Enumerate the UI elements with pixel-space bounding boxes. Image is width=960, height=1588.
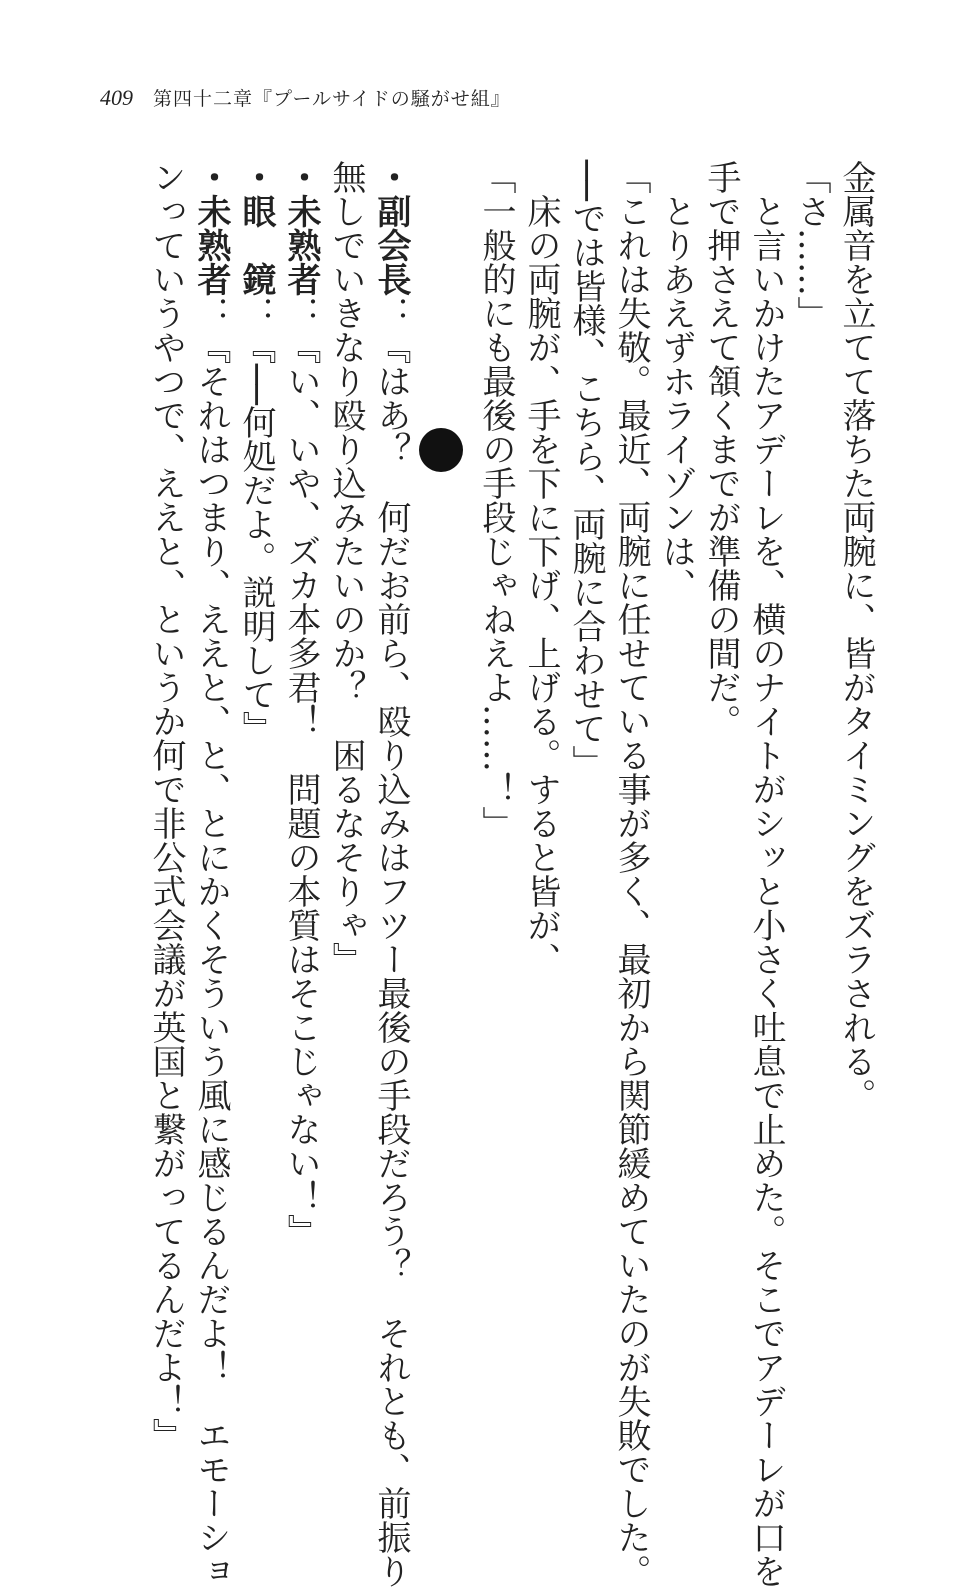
- chapter-title: 第四十二章『プールサイドの騒がせ組』: [153, 88, 511, 110]
- text-line: 「さ……」: [791, 160, 831, 330]
- text-line: 金属音を立てて落ちた両腕に、皆がタイミングをズラされる。: [836, 160, 876, 1112]
- text-line: ──では皆様、こちら、両腕に合わせて」: [566, 160, 606, 779]
- vertical-text-body: [143, 160, 878, 1588]
- text-line: 「これは失敬。最近、両腕に任せている事が多く、最初から関節緩めていたのが失敗でした。: [611, 160, 651, 1588]
- dialogue-text: ：『い、いや、ズカ本多君！ 問題の本質はそこじゃない！』: [281, 296, 321, 1248]
- speaker-label: ・副会長: [371, 160, 411, 296]
- text-line: と言いかけたアデーレを、横のナイトがシッと小さく吐息で止めた。そこでアデーレが口を: [746, 160, 786, 1588]
- text-line: 手で押さえて頷くまでが準備の間だ。: [701, 160, 741, 738]
- dialogue-line: [188, 160, 233, 1588]
- scene-break: [413, 160, 473, 1395]
- page-number: 409: [100, 85, 133, 110]
- dialogue-line: [278, 160, 323, 1395]
- dialogue-line: [233, 160, 278, 1395]
- dialogue-text: ：『はあ？ 何だお前ら、殴り込みはフツー最後の手段だろう？ それとも、前振り: [371, 296, 411, 1588]
- text-line: とりあえずホライゾンは、: [656, 160, 696, 602]
- dialogue-line: ンっていうやつで、ええと、というか何で非公式会議が英国と繋がってるんだよ！』: [146, 160, 186, 1452]
- dialogue-text: ：『──何処だよ。説明して』: [236, 296, 276, 745]
- dialogue-text: ：『それはつまり、ええと、と、とにかくそういう風に感じるんだよ！ エモーショ: [191, 296, 231, 1588]
- running-header: [100, 84, 511, 114]
- speaker-label: ・未熟者: [191, 160, 231, 296]
- speaker-label: ・未熟者: [281, 160, 321, 296]
- dialogue-line: 無しでいきなり殴り込みたいのか？ 困るなそりゃ』: [326, 160, 366, 976]
- dialogue-line: [368, 160, 413, 1588]
- text-line: 床の両腕が、手を下に下げ、上げる。すると皆が、: [521, 160, 561, 976]
- text-line: 「一般的にも最後の手段じゃねえよ……！」: [476, 160, 516, 840]
- scene-break-dot: [419, 428, 463, 472]
- speaker-label: ・眼 鏡: [236, 160, 276, 296]
